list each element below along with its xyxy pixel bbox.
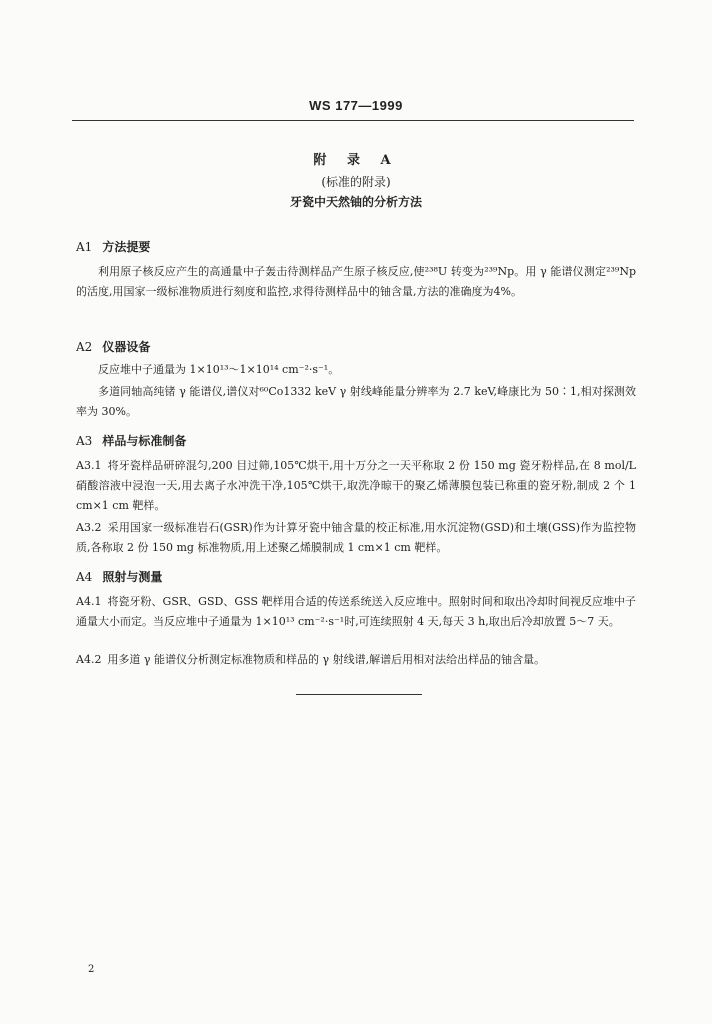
section-a2-heading <box>76 338 150 355</box>
appendix-type: (标准的附录) <box>321 175 391 189</box>
section-a4-2-paragraph <box>76 650 636 670</box>
appendix-label: 附 录 A <box>313 153 399 168</box>
page-number: 2 <box>88 964 95 975</box>
section-a1-paragraph: 利用原子核反应产生的高通量中子轰击待测样品产生原子核反应,使²³⁸U 转变为²³⁹Np。用 γ 能谱仪测定²³⁹Np 的活度,用国家一级标准物质进行刻度和监控,求得待测样品中的铀含量,方法的准确度为4%。 <box>76 265 636 298</box>
appendix-title-block <box>0 150 712 212</box>
section-number: A4 <box>76 570 93 584</box>
document-id-header: WS 177—1999 <box>309 98 403 113</box>
clause-text: 将瓷牙粉、GSR、GSD、GSS 靶样用合适的传送系统送入反应堆中。照射时间和取出冷却时间视反应堆中子通量大小而定。当反应堆中子通量为 1×10¹³ cm⁻²·s⁻¹时,可连续照射 4 天,每天 3 h,取出后冷却放置 5～7 天。 <box>76 595 636 628</box>
section-title: 方法提要 <box>102 240 151 254</box>
clause-number: A3.2 <box>76 521 102 534</box>
section-a1-heading <box>76 238 150 255</box>
section-number: A2 <box>76 340 93 354</box>
clause-text: 用多道 γ 能谱仪分析测定标准物质和样品的 γ 射线谱,解谱后用相对法给出样品的铀含量。 <box>107 653 546 666</box>
section-a3-2-paragraph <box>76 518 636 558</box>
section-a4-1-paragraph <box>76 592 636 632</box>
end-rule <box>296 694 422 695</box>
section-a4-heading <box>76 568 162 585</box>
clause-number: A4.1 <box>76 595 102 608</box>
section-a3-1-paragraph <box>76 456 636 516</box>
section-a2-paragraph-2: 多道同轴高纯锗 γ 能谱仪,谱仪对⁶⁰Co1332 keV γ 射线峰能量分辨率为 2.7 keV,峰康比为 50∶1,相对探测效率为 30%。 <box>76 385 636 418</box>
clause-text: 采用国家一级标准岩石(GSR)作为计算牙瓷中铀含量的校正标准,用水沉淀物(GSD)和土壤(GSS)作为监控物质,各称取 2 份 150 mg 标准物质,用上述聚乙烯膜制成 1 cm×1 cm 靶样。 <box>76 521 636 554</box>
appendix-subject: 牙瓷中天然铀的分析方法 <box>289 195 422 209</box>
section-number: A3 <box>76 434 93 448</box>
clause-number: A4.2 <box>76 653 102 666</box>
section-title: 仪器设备 <box>102 340 151 354</box>
section-title: 照射与测量 <box>102 570 163 584</box>
section-a3-heading <box>76 432 186 449</box>
section-a2-paragraph-1: 反应堆中子通量为 1×10¹³～1×10¹⁴ cm⁻²·s⁻¹。 <box>98 363 340 376</box>
section-number: A1 <box>76 240 93 254</box>
section-title: 样品与标准制备 <box>102 434 187 448</box>
header-rule <box>72 120 634 121</box>
clause-text: 将牙瓷样品研碎混匀,200 目过筛,105℃烘干,用十万分之一天平称取 2 份 150 mg 瓷牙粉样品,在 8 mol/L 硝酸溶液中浸泡一天,用去离子水冲洗干净,105℃烘干,取洗净晾干的聚乙烯薄膜包装已称重的瓷牙粉,制成 2 个 1 cm×1 cm 靶样。 <box>76 459 636 512</box>
clause-number: A3.1 <box>76 459 102 472</box>
